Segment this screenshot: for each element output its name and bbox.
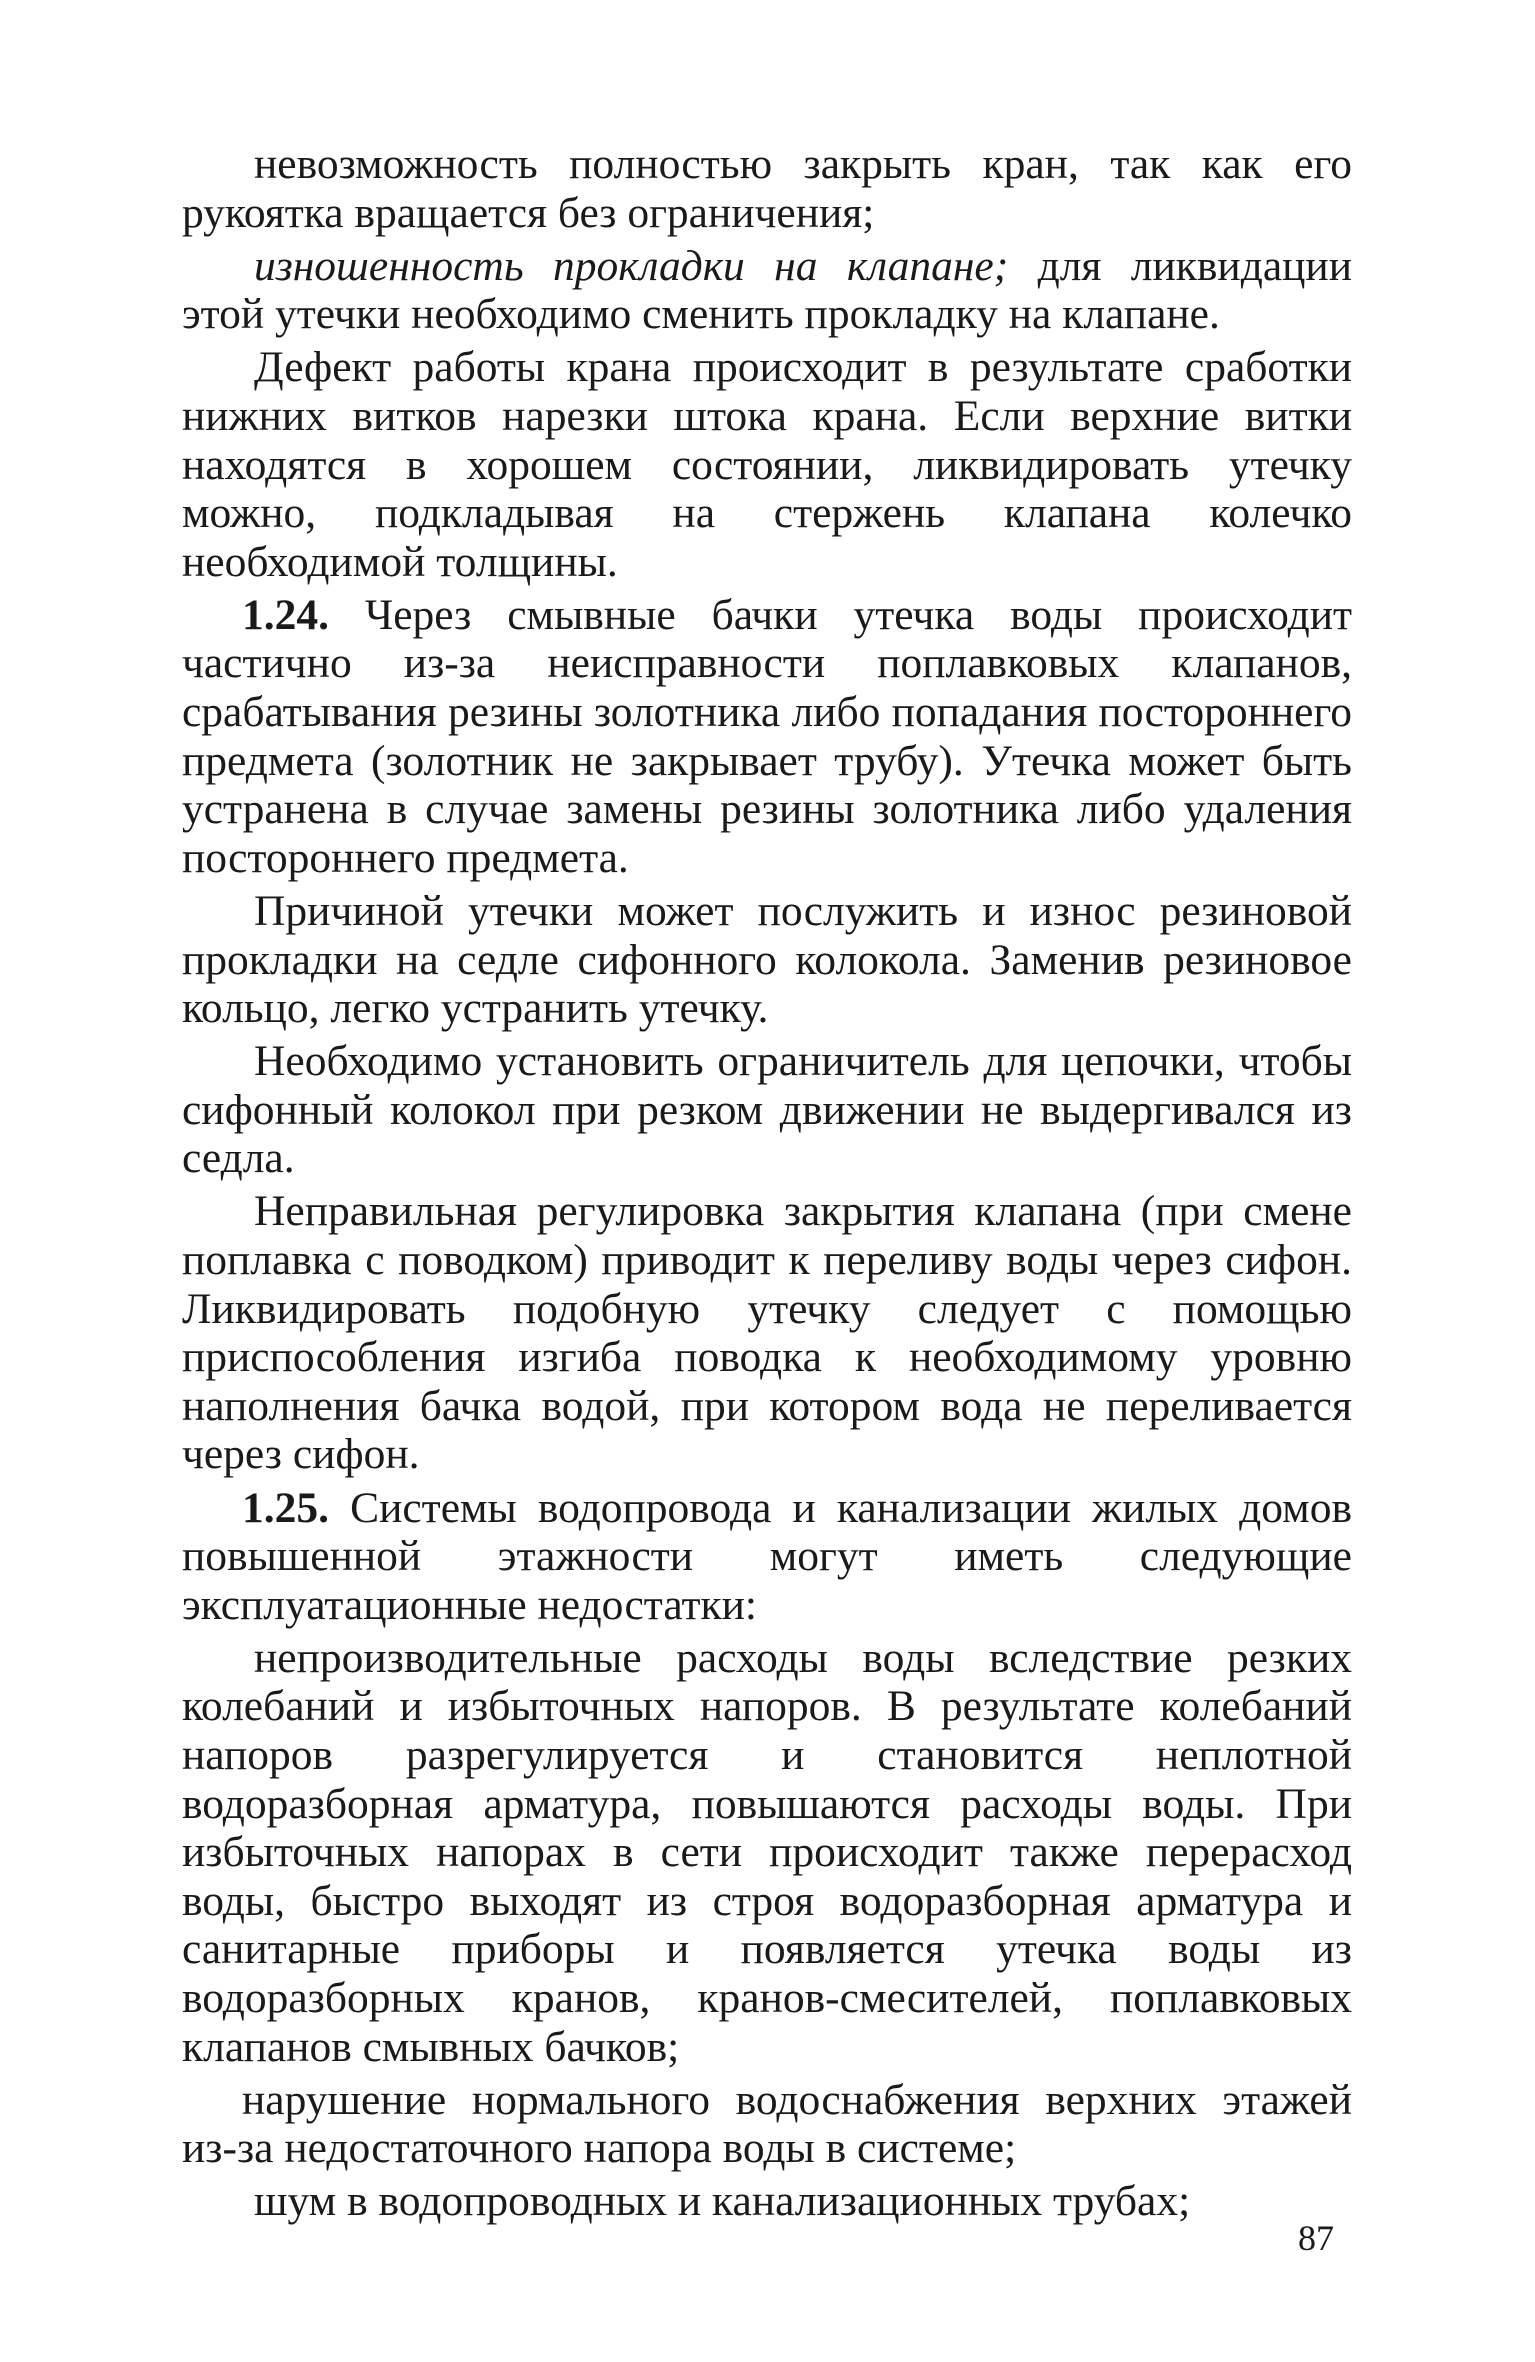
page-body	[182, 140, 1352, 2230]
paragraph-siphon-bell: Причиной утечки может послужить и износ резиновой прокладки на седле сифонного колокола. Заменив резиновое кольцо, легко устранить утечку.	[182, 886, 1352, 1033]
paragraph-chain-limiter: Необходимо установить ограничитель для цепочки, чтобы сифонный колокол при резком движении не выдергивался из седла.	[182, 1037, 1352, 1183]
section-number: 1.25.	[242, 1483, 329, 1532]
list-item-water-consumption: непроизводительные расходы воды вследствие резких колебаний и избыточных напоров. В результате колебаний напоров разрегулируется и становится неплотной водоразборная арматура, повышаются расходы воды. При избыточных напорах в сети происходит также перерасход воды, быстро выходят из строя водоразборная арматура и санитарные приборы и появляется утечка воды из водоразборных кранов, кранов-смесителей, поплавковых клапанов смывных бачков;	[182, 1633, 1352, 2071]
list-item-pipe-noise: шум в водопроводных и канализационных трубах;	[254, 2177, 1191, 2226]
section-number: 1.24.	[242, 590, 329, 639]
section-1-25: 1.25. Системы водопровода и канализации жилых домов повышенной этажности могут иметь следующие эксплуатационные недостатки:	[182, 1483, 1352, 1629]
list-item-upper-floors: нарушение нормального водоснабжения верхних этажей из-за недостаточного напора воды в системе;	[182, 2075, 1352, 2173]
page-number: 87	[1298, 2218, 1334, 2258]
italic-term: изношенность прокладки на клапане;	[254, 241, 1009, 290]
section-1-24: 1.24. Через смывные бачки утечка воды происходит частично из-за неисправности поплавковых клапанов, срабатывания резины золотника либо попадания постороннего предмета (золотник не закрывает трубу). Утечка может быть устранена в случае замены резины золотника либо удаления постороннего предмета.	[182, 590, 1352, 882]
paragraph-valve-adjustment: Неправильная регулировка закрытия клапана (при смене поплавка с поводком) приводит к переливу воды через сифон. Ликвидировать подобную утечку следует с помощью приспособления изгиба поводка к необходимому уровню наполнения бачка водой, при котором вода не переливается через сифон.	[182, 1187, 1352, 1479]
paragraph-crank: невозможность полностью закрыть кран, так как его рукоятка вращается без ограничения;	[182, 140, 1352, 237]
paragraph-valve-defect: Дефект работы крана происходит в результате сработки нижних витков нарезки штока крана. Если верхние витки находятся в хорошем состоянии, ликвидировать утечку можно, подкладывая на стержень клапана колечко необходимой толщины.	[182, 343, 1352, 586]
paragraph-gasket-wear: изношенность прокладки на клапане; для ликвидации этой утечки необходимо сменить прокладку на клапане.	[182, 241, 1352, 339]
